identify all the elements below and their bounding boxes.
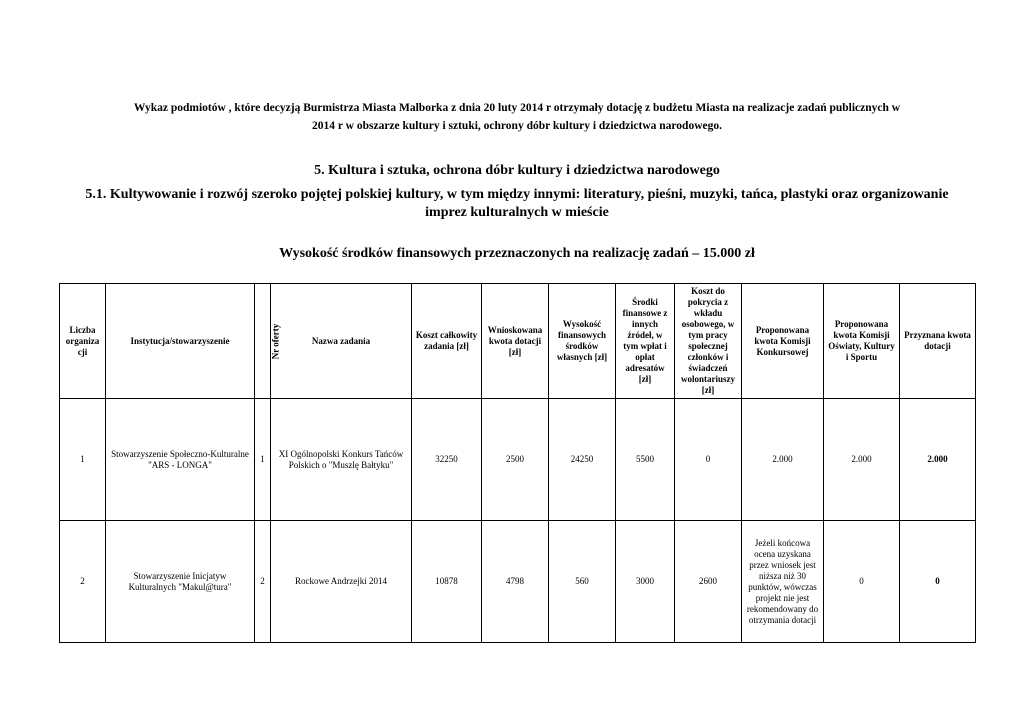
cell-granted-amount: 2.000 bbox=[900, 399, 976, 521]
cell-institution: Stowarzyszenie Społeczno-Kulturalne "ARS - LONGA" bbox=[106, 399, 255, 521]
cell-other-funds: 5500 bbox=[616, 399, 675, 521]
document-intro bbox=[60, 99, 974, 135]
table-row bbox=[60, 399, 976, 521]
header-granted-amount: Przyznana kwota dotacji bbox=[900, 284, 976, 399]
cell-education-committee-amount: 0 bbox=[824, 521, 900, 643]
header-institution: Instytucja/stowarzyszenie bbox=[106, 284, 255, 399]
cell-committee-amount: 2.000 bbox=[742, 399, 824, 521]
cell-own-funds: 24250 bbox=[549, 399, 616, 521]
cell-personal-contribution: 2600 bbox=[675, 521, 742, 643]
header-count: Liczba organiza cji bbox=[60, 284, 106, 399]
header-education-committee-amount: Proponowana kwota Komisji Oświaty, Kultury i Sportu bbox=[824, 284, 900, 399]
intro-line-2: 2014 r w obszarze kultury i sztuki, ochrony dóbr kultury i dziedzictwa narodowego. bbox=[312, 120, 722, 132]
cell-task-name: XI Ogólnopolski Konkurs Tańców Polskich o "Muszlę Bałtyku" bbox=[271, 399, 412, 521]
subsection-title bbox=[60, 186, 974, 222]
cell-requested: 4798 bbox=[482, 521, 549, 643]
cell-requested: 2500 bbox=[482, 399, 549, 521]
header-personal-contribution: Koszt do pokrycia z wkładu osobowego, w tym pracy społecznej członków i świadczeń wolontariuszy [zł] bbox=[675, 284, 742, 399]
cell-personal-contribution: 0 bbox=[675, 399, 742, 521]
header-requested: Wnioskowana kwota dotacji [zł] bbox=[482, 284, 549, 399]
cell-own-funds: 560 bbox=[549, 521, 616, 643]
cell-granted-amount: 0 bbox=[900, 521, 976, 643]
cell-total-cost: 32250 bbox=[412, 399, 482, 521]
table-row bbox=[60, 521, 976, 643]
subsection-line-2: imprez kulturalnych w mieście bbox=[425, 205, 609, 220]
section-title: 5. Kultura i sztuka, ochrona dóbr kultury i dziedzictwa narodowego bbox=[314, 163, 720, 178]
subsection-line-1: 5.1. Kultywowanie i rozwój szeroko pojętej polskiej kultury, w tym między innymi: literatury, pieśni, muzyki, tańca, plastyki oraz organizowanie bbox=[85, 187, 949, 202]
header-offer-number bbox=[255, 284, 281, 399]
intro-line-1: Wykaz podmiotów , które decyzją Burmistrza Miasta Malborka z dnia 20 luty 2014 r otrzymały dotację z budżetu Miasta na realizacje zadań publicznych w bbox=[133, 102, 901, 114]
cell-offer-number: 2 bbox=[255, 521, 271, 643]
header-offer-number-label: Nr oferty bbox=[270, 323, 281, 359]
cell-committee-amount: Jeżeli końcowa ocena uzyskana przez wniosek jest niższa niż 30 punktów, wówczas projekt nie jest rekomendowany do otrzymania dotacji bbox=[742, 521, 824, 643]
cell-education-committee-amount: 2.000 bbox=[824, 399, 900, 521]
cell-institution: Stowarzyszenie Inicjatyw Kulturalnych "Makul@tura" bbox=[106, 521, 255, 643]
header-task-name: Nazwa zadania bbox=[271, 284, 412, 399]
grants-table bbox=[59, 283, 976, 643]
funds-title: Wysokość środków finansowych przeznaczonych na realizację zadań – 15.000 zł bbox=[279, 246, 755, 261]
cell-offer-number: 1 bbox=[255, 399, 271, 521]
cell-task-name: Rockowe Andrzejki 2014 bbox=[271, 521, 412, 643]
header-total-cost: Koszt całkowity zadania [zł] bbox=[412, 284, 482, 399]
cell-count: 1 bbox=[60, 399, 106, 521]
header-own-funds: Wysokość finansowych środków własnych [zł] bbox=[549, 284, 616, 399]
cell-total-cost: 10878 bbox=[412, 521, 482, 643]
cell-other-funds: 3000 bbox=[616, 521, 675, 643]
header-other-funds: Środki finansowe z innych źródeł, w tym wpłat i opłat adresatów [zł] bbox=[616, 284, 675, 399]
header-committee-amount: Proponowana kwota Komisji Konkursowej bbox=[742, 284, 824, 399]
cell-count: 2 bbox=[60, 521, 106, 643]
table-header-row bbox=[60, 284, 976, 399]
